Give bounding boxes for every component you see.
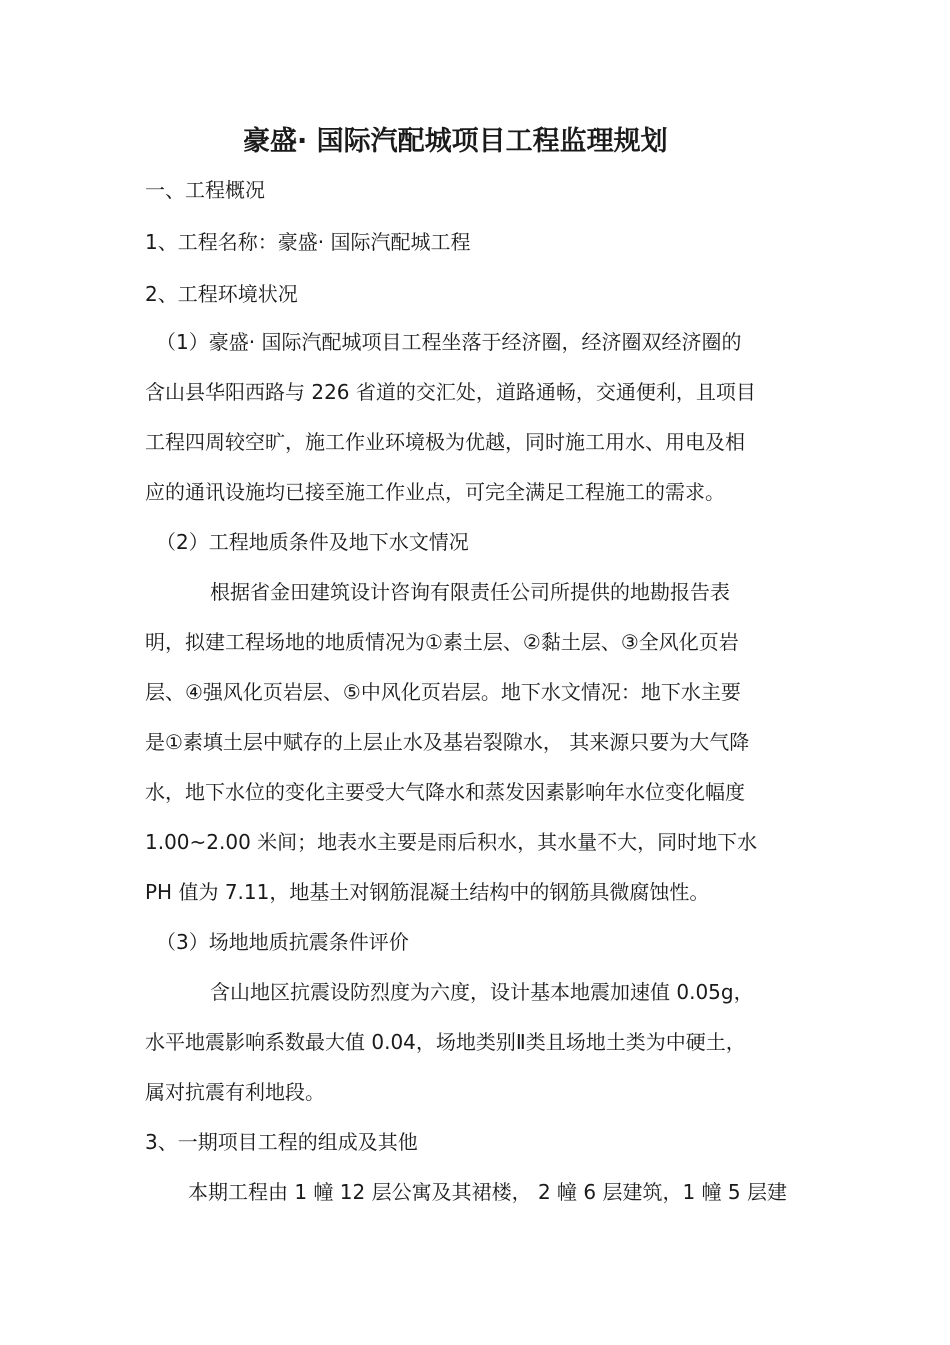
item-heading: 3、一期项目工程的组成及其他 [145,1130,418,1154]
paragraph-line: 水平地震影响系数最大值 0.04，场地类别Ⅱ类且场地土类为中硬土， [145,1030,746,1054]
subsection-heading: （2）工程地质条件及地下水文情况 [156,530,469,554]
paragraph-line: 根据省金田建筑设计咨询有限责任公司所提供的地勘报告表 [210,580,730,604]
document-title: 豪盛· 国际汽配城项目工程监理规划 [243,126,668,157]
item-heading: 2、工程环境状况 [145,282,298,306]
paragraph-line: PH 值为 7.11，地基土对钢筋混凝土结构中的钢筋具微腐蚀性。 [145,880,710,904]
paragraph-line: 工程四周较空旷，施工作业环境极为优越，同时施工用水、用电及相 [145,430,745,454]
paragraph-line: 是①素填土层中赋存的上层止水及基岩裂隙水， 其来源只要为大气降 [145,730,750,754]
paragraph-line: 水，地下水位的变化主要受大气降水和蒸发因素影响年水位变化幅度 [145,780,745,804]
section-heading: 一、工程概况 [145,178,265,202]
paragraph-line: 层、④强风化页岩层、⑤中风化页岩层。地下水文情况：地下水主要 [145,680,741,704]
paragraph-line: 含山地区抗震设防烈度为六度，设计基本地震加速值 0.05g， [210,980,754,1004]
paragraph-line: 属对抗震有利地段。 [145,1080,325,1104]
subsection-heading: （3）场地地质抗震条件评价 [156,930,409,954]
subsection-heading: （1）豪盛· 国际汽配城项目工程坐落于经济圈，经济圈双经济圈的 [156,330,742,354]
paragraph-line: 含山县华阳西路与 226 省道的交汇处，道路通畅，交通便利，且项目 [145,380,756,404]
paragraph-line: 应的通讯设施均已接至施工作业点，可完全满足工程施工的需求。 [145,480,725,504]
paragraph-line: 1.00~2.00 米间；地表水主要是雨后积水，其水量不大，同时地下水 [145,830,758,854]
paragraph-line: 明，拟建工程场地的地质情况为①素土层、②黏土层、③全风化页岩 [145,630,739,654]
paragraph-line: 本期工程由 1 幢 12 层公寓及其裙楼， 2 幢 6 层建筑，1 幢 5 层建 [188,1180,788,1204]
item-heading: 1、工程名称：豪盛· 国际汽配城工程 [145,230,471,254]
